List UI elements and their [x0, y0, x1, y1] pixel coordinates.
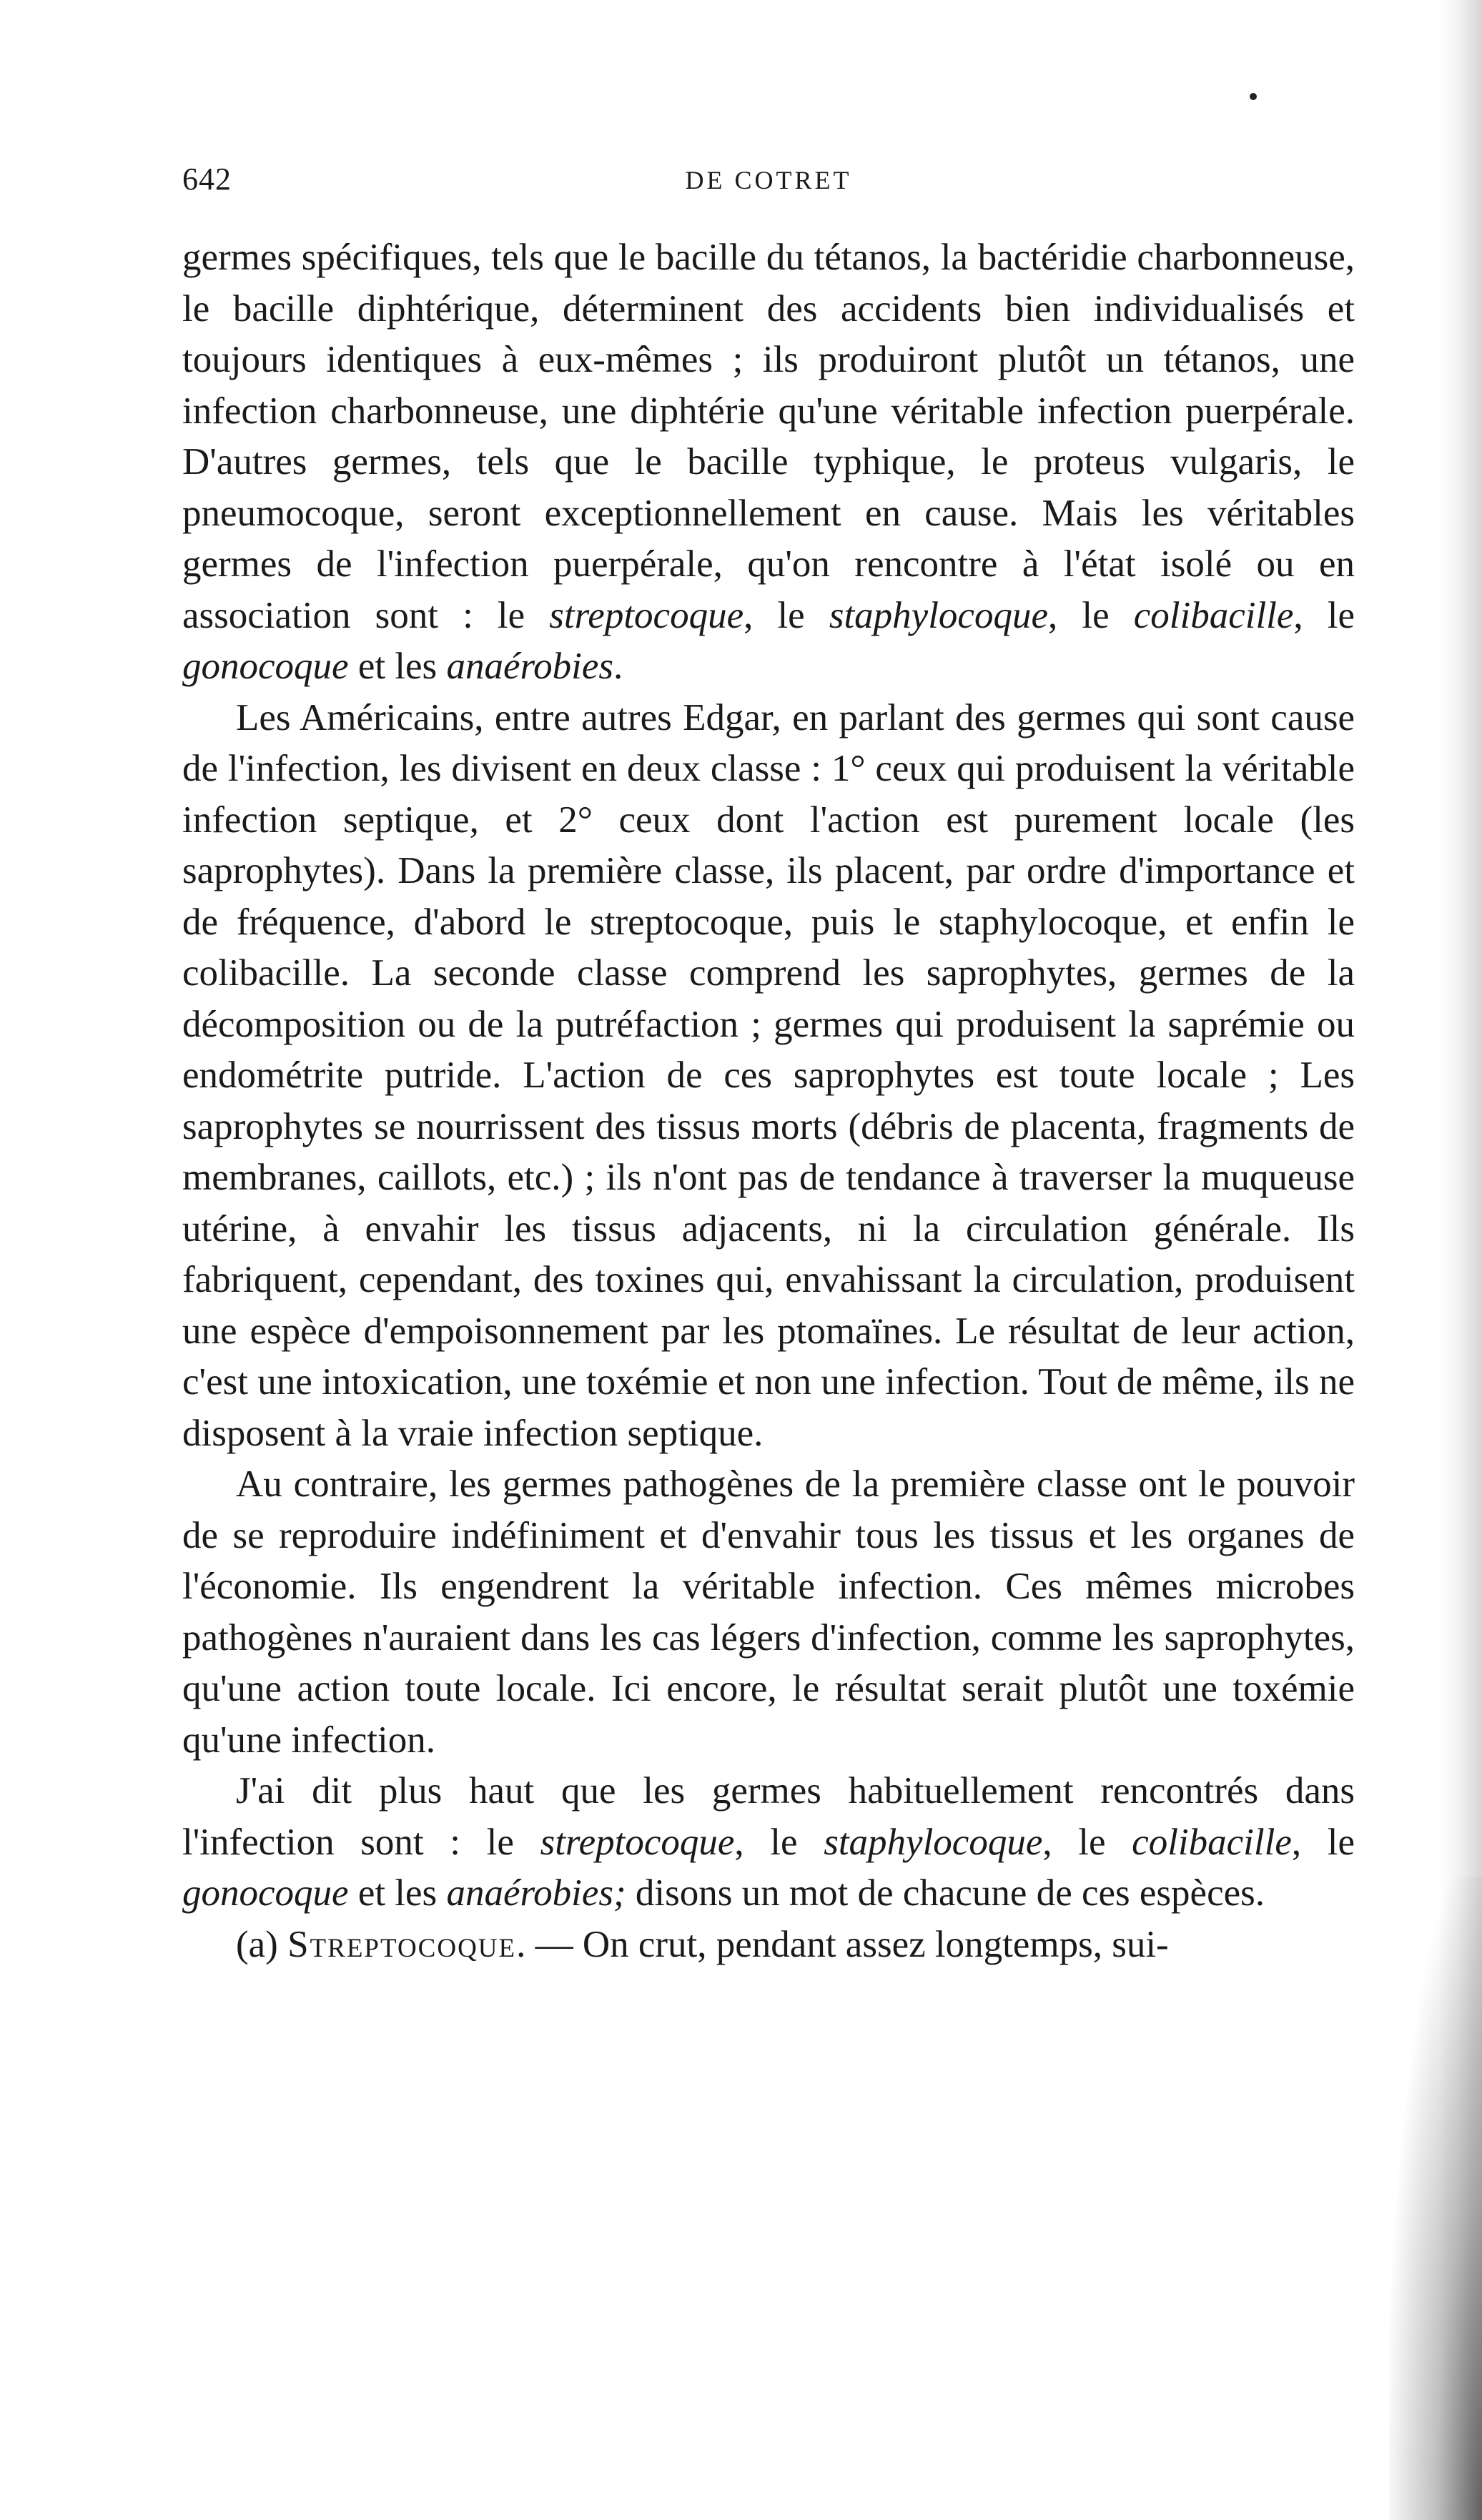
body-text	[182, 232, 1355, 1970]
separator: .	[613, 646, 623, 687]
section-label: (a)	[236, 1923, 288, 1965]
term-staphylocoque: staphylocoque	[829, 594, 1048, 636]
paragraph-4-tail: disons un mot de chacune de ces espèces.	[626, 1872, 1265, 1914]
section-heading: Streptocoque	[287, 1923, 517, 1965]
term-anaerobies: anaérobies	[446, 646, 613, 687]
term-gonocoque: gonocoque	[182, 1872, 349, 1914]
paragraph-1	[182, 232, 1355, 693]
term-streptocoque: streptocoque	[549, 594, 744, 636]
page-header	[182, 161, 1355, 211]
paragraph-4-text: J'ai dit plus haut que les germes habituellement rencontrés dans l'infection sont : le	[182, 1770, 1355, 1863]
term-gonocoque: gonocoque	[182, 646, 349, 687]
page-number: 642	[182, 162, 232, 197]
paragraph-5	[182, 1919, 1355, 1971]
paper-speck	[1250, 93, 1257, 100]
page-corner-shadow	[1389, 1877, 1482, 2520]
separator: , le	[734, 1821, 824, 1863]
paragraph-5-text: . — On crut, pendant assez longtemps, sui-	[516, 1923, 1169, 1965]
paragraph-4	[182, 1766, 1355, 1919]
separator: et les	[348, 1872, 447, 1914]
term-staphylocoque: staphylocoque	[824, 1821, 1043, 1863]
running-head: DE COTRET	[685, 166, 852, 194]
separator: , le	[1293, 594, 1355, 636]
term-anaerobies: anaérobies;	[446, 1872, 626, 1914]
term-colibacille: colibacille	[1133, 594, 1294, 636]
separator: , le	[1291, 1821, 1355, 1863]
separator: et les	[348, 646, 447, 687]
paragraph-2: Les Américains, entre autres Edgar, en parlant des germes qui sont cause de l'infection, les divisent en deux classe : 1° ceux qui produisent la véritable infection septique, et 2° ceux dont l'action est purement locale (les saprophytes). Dans la première classe, ils placent, par ordre d'importance et de fréquence, d'abord le streptocoque, puis le staphylocoque, et enfin le colibacille. La seconde classe comprend les saprophytes, germes de la décomposition ou de la putréfaction ; germes qui produisent la saprémie ou endométrite putride. L'action de ces saprophytes est toute locale ; Les saprophytes se nourrissent des tissus morts (débris de placenta, fragments de membranes, caillots, etc.) ; ils n'ont pas de tendance à traverser la muqueuse utérine, à envahir les tissus adjacents, ni la circulation générale. Ils fabriquent, cependant, des toxines qui, envahissant la circulation, produisent une espèce d'empoisonnement par les ptomaïnes. Le résultat de leur action, c'est une intoxication, une toxémie et non une infection. Tout de même, ils ne disposent à la vraie infection septique.	[182, 696, 1355, 1454]
separator: , le	[1042, 1821, 1132, 1863]
term-colibacille: colibacille	[1132, 1821, 1292, 1863]
separator: , le	[1047, 594, 1134, 636]
separator: , le	[744, 594, 829, 636]
term-streptocoque: streptocoque	[540, 1821, 735, 1863]
paragraph-1-text: germes spécifiques, tels que le bacille du tétanos, la bactéridie charbonneuse, le bacille diphtérique, déterminent des accidents bien individualisés et toujours identiques à eux-mêmes ; ils produiront plutôt un tétanos, une infection charbonneuse, une diphtérie qu'une véritable infection puerpérale. D'autres germes, tels que le bacille typhique, le proteus vulgaris, le pneumocoque, seront exceptionnellement en cause. Mais les véritables germes de l'infection puerpérale, qu'on rencontre à l'état isolé ou en association sont : le	[182, 237, 1355, 636]
paragraph-3: Au contraire, les germes pathogènes de la première classe ont le pouvoir de se reproduire indéfiniment et d'envahir tous les tissus et les organes de l'économie. Ils engendrent la véritable infection. Ces mêmes microbes pathogènes n'auraient dans les cas légers d'infection, comme les saprophytes, qu'une action toute locale. Ici encore, le résultat serait plutôt une toxémie qu'une infection.	[182, 1463, 1355, 1761]
